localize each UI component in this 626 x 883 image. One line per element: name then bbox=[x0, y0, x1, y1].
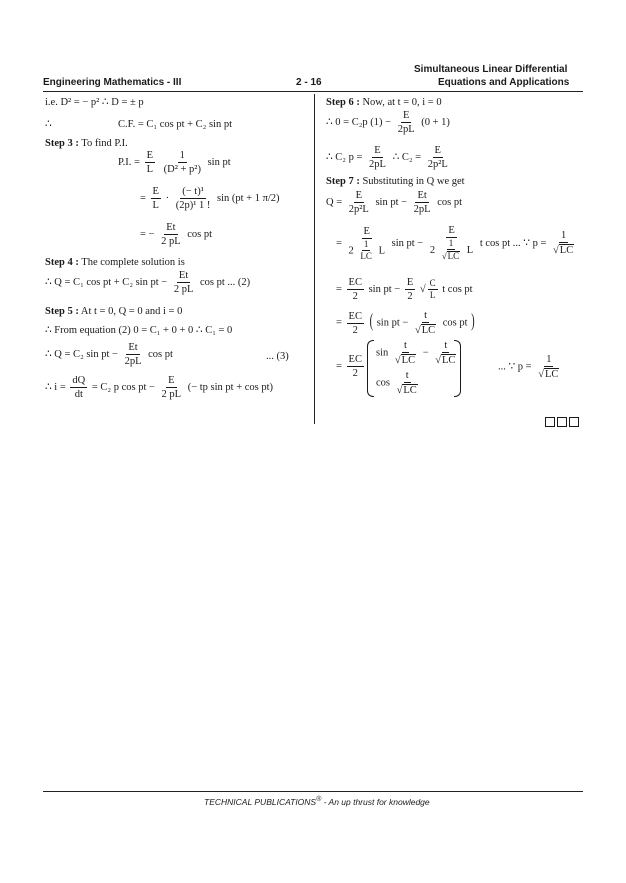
equals: = bbox=[336, 283, 342, 295]
frac-num: Et bbox=[415, 190, 428, 203]
frac-num: E bbox=[446, 225, 456, 238]
frac-den: L bbox=[152, 200, 159, 212]
footer-text bbox=[204, 797, 430, 807]
q-label: Q = bbox=[326, 196, 343, 208]
step7-text: Substituting in Q we get bbox=[359, 176, 465, 187]
cos-term: cos pt bbox=[187, 228, 213, 240]
frac-den: (2p)¹ 1 ! bbox=[175, 200, 211, 212]
q3-expression: ∴ Q = C₂ sin pt − bbox=[45, 348, 118, 360]
frac-num: Et bbox=[177, 270, 190, 283]
r1-sin: sin pt − bbox=[391, 237, 424, 249]
column-divider bbox=[314, 94, 315, 424]
r2-sin: sin pt − bbox=[368, 283, 401, 295]
r1-tail: t cos pt ... ∵ p = bbox=[479, 237, 547, 249]
therefore-symbol: ∴ bbox=[45, 119, 52, 130]
end-of-section-marks bbox=[545, 417, 581, 430]
step6-label: Step 6 : bbox=[326, 97, 360, 108]
i-tail: (− tp sin pt + cos pt) bbox=[187, 381, 274, 393]
frac-num: EC bbox=[347, 354, 364, 367]
complementary-function: C.F. = C₁ cos pt + C₂ sin pt bbox=[118, 119, 233, 130]
footer-rule bbox=[43, 791, 583, 792]
c2-solution bbox=[326, 145, 452, 170]
frac-den: dt bbox=[74, 389, 83, 401]
sin-argument: sin (pt + 1 π/2) bbox=[216, 192, 280, 204]
step3-line bbox=[45, 139, 128, 150]
complete-solution-eq2 bbox=[45, 270, 250, 295]
publisher-tagline: - An up thrust for knowledge bbox=[321, 797, 430, 807]
book-title: Engineering Mathematics - III bbox=[43, 77, 182, 88]
s6-tail: (0 + 1) bbox=[421, 116, 450, 128]
frac-num: E bbox=[354, 190, 364, 203]
q-expression: ∴ Q = C₁ cos pt + C₂ sin pt − bbox=[45, 276, 168, 288]
header-rule bbox=[43, 91, 583, 92]
step3-text: To find P.I. bbox=[78, 138, 128, 149]
frac-den: 2pL bbox=[124, 356, 142, 368]
step5-label: Step 5 : bbox=[45, 306, 79, 317]
frac-den: √LC bbox=[553, 245, 574, 257]
step3-label: Step 3 : bbox=[45, 138, 79, 149]
frac-den: 2pL bbox=[369, 159, 386, 171]
chapter-title-line1: Simultaneous Linear Differential bbox=[414, 64, 568, 75]
left-bracket bbox=[367, 340, 374, 397]
equals: = bbox=[140, 192, 146, 204]
q-lc-form-1 bbox=[336, 225, 578, 262]
r3-sin: sin pt − bbox=[376, 317, 409, 329]
s6-expression: ∴ 0 = C₂p (1) − bbox=[326, 116, 392, 128]
frac-den: 2 pL bbox=[161, 236, 181, 248]
frac-num: E bbox=[151, 186, 161, 199]
current-i-equation bbox=[45, 375, 273, 400]
frac-num: E bbox=[166, 375, 176, 388]
final-p-note: ... ∵ p = $\frac{1}{√LC}$ bbox=[498, 354, 559, 381]
registered-mark: ® bbox=[316, 796, 322, 804]
step6-equation bbox=[326, 110, 450, 135]
pi-label: P.I. = bbox=[118, 156, 140, 168]
frac-den: 2 bbox=[352, 291, 358, 303]
eq3-label: ... (3) bbox=[266, 351, 289, 362]
r3-cos: cos pt bbox=[442, 317, 468, 329]
frac-num: dQ bbox=[70, 375, 87, 388]
frac-den: 2pL bbox=[413, 204, 431, 216]
frac-den: 2 bbox=[407, 291, 413, 303]
c2-label: ∴ C₂ = bbox=[392, 151, 422, 163]
pi-formula-3 bbox=[140, 222, 212, 247]
frac-den: 2 bbox=[352, 368, 358, 380]
frac-den: 2 $\frac{1}{√LC}$ L bbox=[429, 238, 474, 262]
frac-num: E bbox=[401, 110, 411, 123]
frac-den: 2pL bbox=[397, 124, 415, 136]
final-cos-row: cos $\frac{t}{√LC}$ bbox=[376, 370, 417, 397]
frac-den: (D² + p²) bbox=[163, 164, 201, 176]
q-lc-form-2: = $\frac{EC}{2}$ sin pt − $\frac{E}{2}$ √ $\frac{C}{L}$ t cos pt bbox=[336, 277, 473, 303]
frac-num: E bbox=[405, 277, 415, 290]
pi-formula-2: = $\frac{E}{L}$ · $\frac{\text{(− t)¹}}{\text{(2p)¹ 1 !}}$ sin (pt + 1 π/2) bbox=[140, 186, 280, 212]
sin-term: sin pt − bbox=[375, 196, 408, 208]
equals: = bbox=[336, 237, 342, 249]
right-bracket bbox=[454, 340, 461, 397]
i-expression: = C₂ p cos pt − bbox=[91, 381, 155, 393]
frac-den: L bbox=[146, 164, 154, 176]
frac-num: E bbox=[433, 145, 443, 158]
final-equals: = $\frac{EC}{2}$ bbox=[336, 354, 362, 380]
frac-den: 2 $\frac{1}{LC}$ L bbox=[348, 238, 385, 261]
q-eq3 bbox=[45, 342, 173, 367]
q-tail: cos pt ... (2) bbox=[200, 276, 251, 288]
sin-term: sin pt bbox=[207, 156, 231, 168]
step7-line bbox=[326, 177, 465, 188]
page-number: 2 - 16 bbox=[296, 77, 322, 88]
step5-text: At t = 0, Q = 0 and i = 0 bbox=[78, 306, 183, 317]
step6-text: Now, at t = 0, i = 0 bbox=[359, 97, 442, 108]
frac-den: 2p²L bbox=[427, 159, 448, 171]
frac-den: √LC bbox=[414, 325, 436, 337]
r2-tail: t cos pt bbox=[442, 283, 473, 295]
pi-formula-1 bbox=[118, 150, 231, 175]
frac-num: E bbox=[145, 150, 155, 163]
step6-line bbox=[326, 98, 442, 109]
step7-label: Step 7 : bbox=[326, 176, 360, 187]
q-lc-form-3: = $\frac{EC}{2}$ ( sin pt − $\frac{t}{√LC}$ cos pt ) bbox=[336, 310, 475, 337]
step4-text: The complete solution is bbox=[78, 257, 185, 268]
frac-num: E bbox=[372, 145, 382, 158]
c1-zero-line: ∴ From equation (2) 0 = C₁ + 0 + 0 ∴ C₁ = 0 bbox=[45, 325, 233, 336]
publisher-name: TECHNICAL PUBLICATIONS bbox=[204, 797, 317, 807]
q3-cos: cos pt bbox=[148, 348, 173, 360]
frac-den: 2 pL bbox=[161, 389, 182, 401]
frac-num: (− t)¹ bbox=[180, 186, 206, 199]
frac-num: E bbox=[362, 226, 372, 239]
step4-label: Step 4 : bbox=[45, 257, 79, 268]
frac-num: 1 bbox=[559, 230, 568, 243]
frac-den: 2 bbox=[352, 324, 358, 336]
frac-den: 2p²L bbox=[348, 204, 369, 216]
c2p-label: ∴ C₂ p = bbox=[326, 151, 363, 163]
frac-den: 2 pL bbox=[173, 284, 194, 296]
i-label: ∴ i = bbox=[45, 381, 66, 393]
frac-num: Et bbox=[164, 222, 177, 235]
final-sin-row: sin $\frac{t}{√LC}$ − $\frac{t}{√LC}$ bbox=[376, 340, 456, 367]
cos-term: cos pt bbox=[437, 196, 463, 208]
q-substituted bbox=[326, 190, 462, 215]
frac-num: Et bbox=[126, 342, 139, 355]
chapter-title-line2: Equations and Applications bbox=[438, 77, 570, 88]
step4-line bbox=[45, 258, 185, 269]
frac-num: 1 bbox=[178, 150, 187, 163]
line-d-roots: i.e. D² = − p² ∴ D = ± p bbox=[45, 97, 144, 108]
frac-num: EC bbox=[347, 277, 364, 290]
equals: = bbox=[336, 317, 342, 329]
equals-minus: = − bbox=[140, 228, 155, 240]
step5-line bbox=[45, 307, 182, 318]
frac-num: EC bbox=[347, 311, 364, 324]
frac-num: t bbox=[422, 310, 429, 323]
